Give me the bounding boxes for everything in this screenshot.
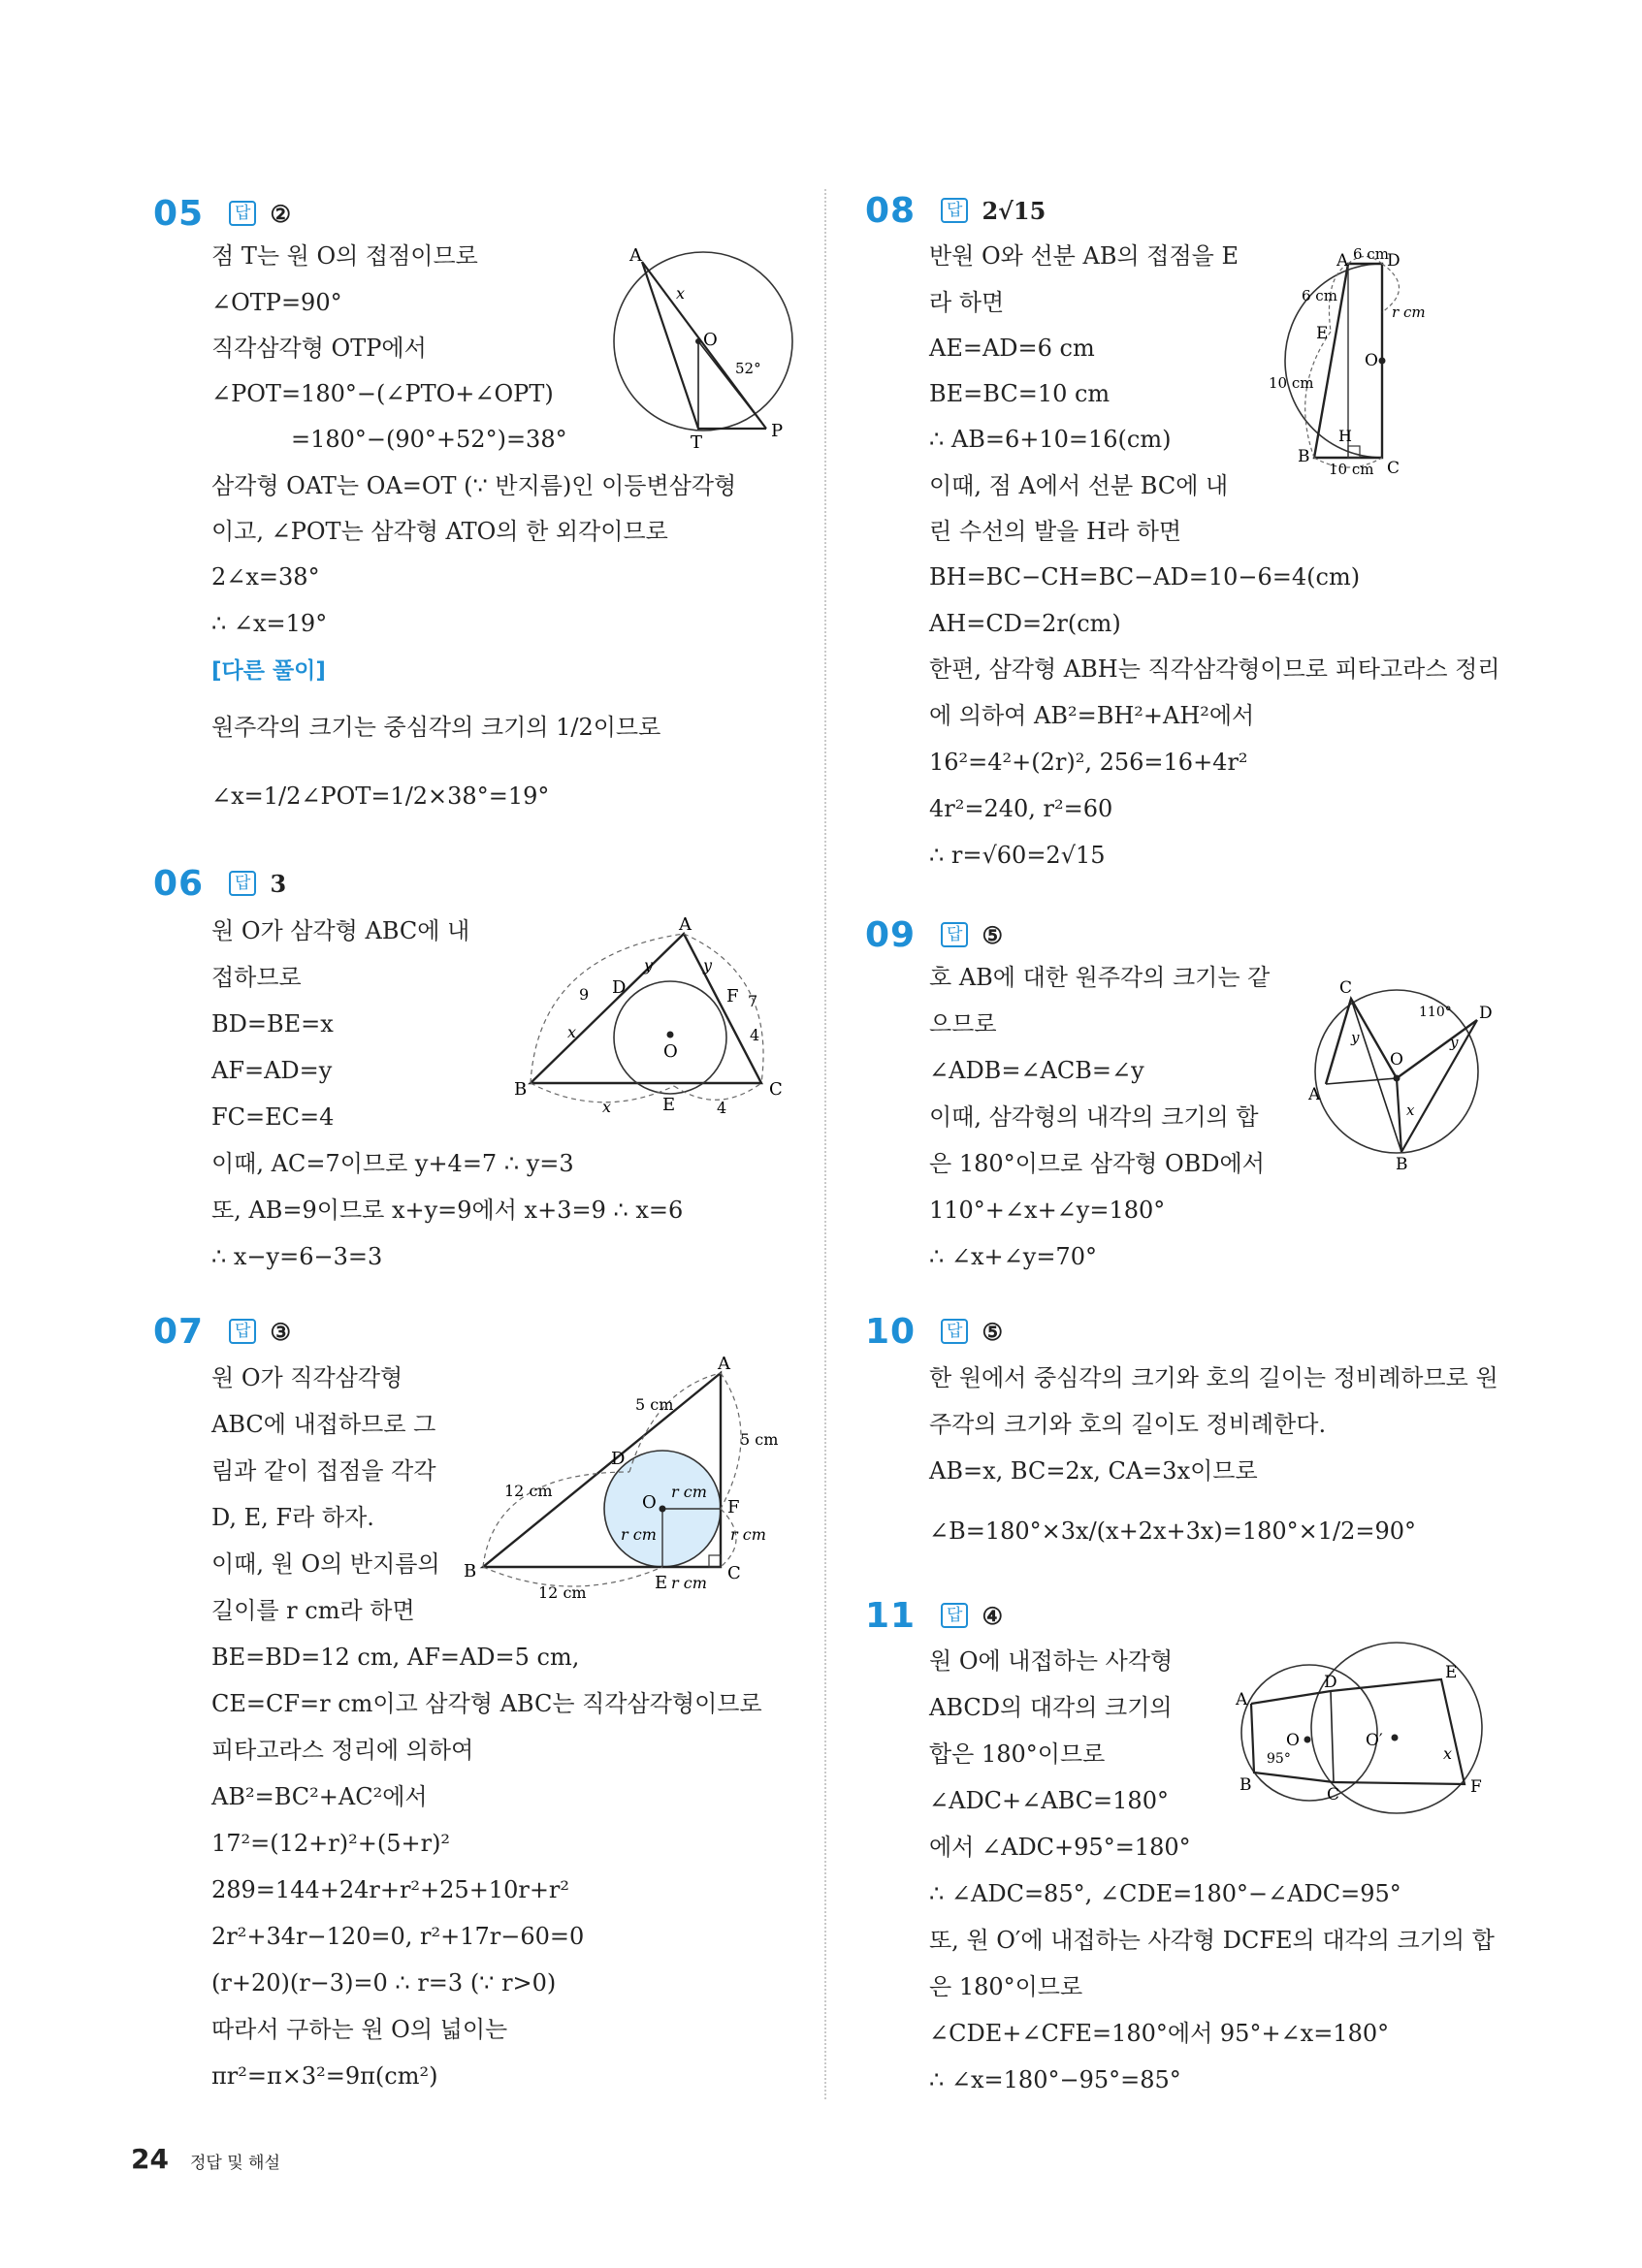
dim-arc-AF [721,1373,741,1509]
text-line: AE=AD=6 cm [929,335,1095,362]
text-line: 피타고라스 정리에 의하여 [211,1737,474,1764]
segment-OP [698,341,766,429]
label-D: D [1324,1673,1337,1692]
label-E: E [1316,324,1329,343]
label-5cm: 5 cm [635,1395,674,1414]
label-A: A [679,914,692,935]
text-line: 에서 ∠ADC+95°=180° [929,1834,1191,1861]
answer-label: 답 [229,1319,256,1344]
label-E: E [1445,1663,1458,1682]
text-line: 라 하면 [929,289,1005,316]
label-4: 4 [717,1099,727,1117]
label-A: A [629,245,642,266]
figure-08-trapezoid-semicircle [1261,244,1474,477]
text-line: ∴ x−y=6−3=3 [211,1243,383,1270]
problem-number: 05 [153,193,205,234]
label-12cm: 12 cm [538,1583,587,1602]
label-r-cm: r cm [671,1574,707,1592]
text-line: 이때, 점 A에서 선분 BC에 내 [929,472,1229,499]
answer-value: 3 [270,869,287,898]
text-line: 이때, AC=7이므로 y+4=7 ∴ y=3 [211,1150,574,1177]
text-line: 은 180°이므로 삼각형 OBD에서 [929,1150,1265,1177]
label-B: B [464,1561,477,1581]
text-line: 점 T는 원 O의 접점이므로 [211,242,478,270]
text-line: ∠CDE+∠CFE=180°에서 95°+∠x=180° [929,2020,1390,2047]
label-H: H [1338,427,1352,445]
problem-07 [153,1308,291,1355]
label-A: A [1336,251,1349,271]
problem-number: 09 [865,914,917,955]
text-line: AF=AD=y [211,1057,333,1084]
text-line: 이고, ∠POT는 삼각형 ATO의 한 외각이므로 [211,518,668,545]
figure-07-right-triangle-incircle [456,1356,800,1610]
label-O: O [1390,1050,1403,1070]
label-x: x [1406,1102,1415,1119]
text-line: ∠POT=180°−(∠PTO+∠OPT) [211,380,554,407]
text-line: =180°−(90°+52°)=38° [291,426,567,453]
label-r-cm: r cm [1392,303,1426,321]
figure-06-incircle [509,916,800,1125]
text-line: 림과 같이 접점을 각각 [211,1457,436,1485]
text-line: ∴ r=√60=2√15 [929,842,1106,869]
text-line: BE=BC=10 cm [929,380,1111,407]
center-dot [1394,1075,1401,1082]
answer-value: ⑤ [982,920,1003,949]
problem-09 [865,911,1003,958]
text-line: 한 원에서 중심각의 크기와 호의 길이는 정비례하므로 원 [929,1364,1498,1391]
text-line: 또, 원 O′에 내접하는 사각형 DCFE의 대각의 크기의 합 [929,1927,1495,1954]
label-C: C [769,1079,783,1100]
segment-AO [1326,1078,1397,1084]
text-line: BE=BD=12 cm, AF=AD=5 cm, [211,1644,580,1671]
label-O: O [1365,351,1378,370]
center-dot [660,1506,666,1513]
figure-11-two-circles [1222,1639,1494,1813]
label-B: B [1396,1155,1408,1174]
label-5cm: 5 cm [740,1430,779,1449]
text-line: AH=CD=2r(cm) [929,610,1121,637]
label-F: F [1470,1777,1482,1797]
label-O-prime: O′ [1366,1731,1383,1750]
text-line: 에 의하여 AB²=BH²+AH²에서 [929,702,1255,729]
text-line: 길이를 r cm라 하면 [211,1597,415,1624]
text-line: ∴ ∠x=180°−95°=85° [929,2066,1181,2093]
label-D: D [612,977,627,998]
label-D: D [1479,1004,1493,1023]
right-angle-mark [709,1555,721,1567]
answer-value: ④ [982,1601,1003,1630]
text-line: 2∠x=38° [211,563,320,591]
text-line: 4r²=240, r²=60 [929,795,1113,822]
text-line: AB=x, BC=2x, CA=3x이므로 [929,1457,1258,1485]
answer-value: ⑤ [982,1317,1003,1346]
text-line: CE=CF=r cm이고 삼각형 ABC는 직각삼각형이므로 [211,1690,762,1717]
text-line: 또, AB=9이므로 x+y=9에서 x+3=9 ∴ x=6 [211,1197,684,1224]
segment-DB [1401,1020,1477,1152]
text-line: ∠B=180°×3x/(x+2x+3x)=180°×1/2=90° [929,1517,1417,1545]
problem-number: 10 [865,1311,917,1352]
label-C: C [1339,978,1353,998]
text-line: 한편, 삼각형 ABH는 직각삼각형이므로 피타고라스 정리 [929,655,1500,683]
text-line: FC=EC=4 [211,1103,335,1131]
text-line: ABCD의 대각의 크기의 [929,1694,1173,1721]
label-left-10cm: 10 cm [1269,374,1314,392]
text-line: ∠ADB=∠ACB=∠y [929,1057,1144,1084]
label-7: 7 [748,992,758,1010]
text-line: ∠OTP=90° [211,289,342,316]
label-x: x [602,1098,612,1116]
label-y: y [1450,1034,1459,1051]
center-dot-O-prime [1392,1735,1399,1741]
label-y: y [644,956,654,974]
text-line: D, E, F라 하자. [211,1504,374,1531]
problem-10 [865,1308,1003,1355]
label-C: C [727,1563,741,1583]
text-line: 반원 O와 선분 AB의 접점을 E [929,242,1239,270]
answer-label: 답 [229,201,256,226]
label-angle: 95° [1267,1751,1291,1767]
problem-11 [865,1592,1003,1639]
answer-label: 답 [941,198,968,223]
label-4: 4 [750,1026,760,1044]
label-y: y [703,956,713,974]
problem-08 [865,187,1046,234]
text-line: ∴ ∠ADC=85°, ∠CDE=180°−∠ADC=95° [929,1880,1401,1907]
text-line: 원주각의 크기는 중심각의 크기의 1/2이므로 [211,714,661,741]
quadrilaterals [1251,1679,1465,1784]
text-line: BH=BC−CH=BC−AD=10−6=4(cm) [929,563,1361,591]
label-C: C [1327,1785,1340,1805]
segment-DC [1331,1691,1334,1782]
text-line: πr²=π×3²=9π(cm²) [211,2062,438,2090]
text-line: 원 O가 삼각형 ABC에 내 [211,917,470,944]
label-r-cm: r cm [671,1483,707,1501]
text-line: 직각삼각형 OTP에서 [211,335,427,362]
label-A: A [1308,1085,1321,1104]
label-x: x [567,1023,577,1041]
label-F: F [726,986,739,1006]
text-line: 따라서 구하는 원 O의 넓이는 [211,2016,508,2043]
text-line: (r+20)(r−3)=0 ∴ r=3 (∵ r>0) [211,1969,557,1996]
text-line: 289=144+24r+r²+25+10r+r² [211,1876,570,1903]
label-D: D [611,1449,626,1469]
answer-label: 답 [229,871,256,896]
text-line: 원 O에 내접하는 사각형 [929,1647,1174,1675]
page-footer [131,2143,280,2175]
text-line: 호 AB에 대한 원주각의 크기는 같 [929,964,1271,991]
label-O: O [1286,1731,1300,1750]
answer-value: ③ [270,1317,291,1346]
center-dot [695,338,701,344]
text-line: 이때, 원 O의 반지름의 [211,1550,440,1578]
center-dot [1379,358,1386,365]
label-9: 9 [579,985,590,1004]
label-B: B [1240,1775,1252,1795]
answer-value: ② [270,199,291,228]
text-line: BD=BE=x [211,1010,334,1038]
label-O: O [703,330,718,350]
label-E: E [662,1095,676,1115]
label-O: O [642,1492,657,1513]
problem-number: 06 [153,863,205,904]
text-line: 주각의 크기와 호의 길이도 정비례한다. [929,1411,1327,1438]
label-D: D [1387,251,1401,271]
label-r-cm: r cm [621,1525,657,1544]
label-y: y [1351,1029,1360,1046]
label-x: x [1443,1744,1453,1763]
problem-06 [153,860,286,907]
problem-05 [153,190,291,237]
label-A: A [1236,1690,1248,1709]
label-C: C [1387,459,1401,478]
label-angle: 110° [1419,1005,1452,1020]
label-x: x [676,284,686,303]
alt-solution-title: [다른 풀이] [211,658,326,684]
label-T: T [691,432,703,453]
label-left-6cm: 6 cm [1302,287,1337,304]
figure-05-circle-tangent [596,244,795,453]
label-12cm: 12 cm [504,1482,553,1500]
text-line: 접하므로 [211,964,302,991]
label-r-cm: r cm [730,1525,766,1544]
center-dot [667,1032,674,1038]
column-divider [824,189,826,2099]
text-line: ∠x=1/2∠POT=1/2×38°=19° [211,783,550,810]
problem-number: 07 [153,1311,205,1352]
text-line: 이때, 삼각형의 내각의 크기의 합 [929,1103,1259,1131]
text-line: ∠ADC+∠ABC=180° [929,1787,1169,1814]
label-O: O [663,1041,678,1062]
text-line: 16²=4²+(2r)², 256=16+4r² [929,749,1248,776]
center-dot-O [1304,1737,1311,1743]
text-line: 삼각형 OAT는 OA=OT (∵ 반지름)인 이등변삼각형 [211,472,737,499]
text-line: 17²=(12+r)²+(5+r)² [211,1830,451,1857]
circle [1315,990,1478,1153]
text-line: 합은 180°이므로 [929,1741,1106,1768]
text-line: ∴ ∠x+∠y=70° [929,1243,1097,1270]
text-line: 2r²+34r−120=0, r²+17r−60=0 [211,1923,585,1950]
label-A: A [718,1354,730,1374]
text-line: ∴ AB=6+10=16(cm) [929,426,1172,453]
problem-number: 11 [865,1595,917,1636]
label-E: E [655,1573,668,1593]
label-B: B [1298,447,1310,466]
text-line: ∴ ∠x=19° [211,610,328,637]
text-line: 린 수선의 발을 H라 하면 [929,518,1182,545]
answer-label: 답 [941,1319,968,1344]
problem-number: 08 [865,190,917,231]
text-line: AB²=BC²+AC²에서 [211,1783,428,1810]
label-P: P [771,421,784,441]
label-bottom-10cm: 10 cm [1329,461,1374,478]
text-line: 은 180°이므로 [929,1973,1083,2000]
figure-09-circle-angles [1304,970,1493,1174]
text-line: ABC에 내접하므로 그 [211,1411,436,1438]
text-line: 으므로 [929,1010,997,1038]
label-F: F [727,1497,740,1517]
answer-label: 답 [941,1603,968,1628]
label-top-6cm: 6 cm [1353,245,1389,263]
answer-label: 답 [941,922,968,947]
answer-value: 2√15 [982,196,1046,225]
label-B: B [514,1079,528,1100]
text-line: 원 O가 직각삼각형 [211,1364,403,1391]
label-angle: 52° [735,360,761,377]
footer-label: 정답 및 해설 [189,2154,280,2173]
text-line: 110°+∠x+∠y=180° [929,1197,1166,1224]
page-number: 24 [131,2143,169,2175]
